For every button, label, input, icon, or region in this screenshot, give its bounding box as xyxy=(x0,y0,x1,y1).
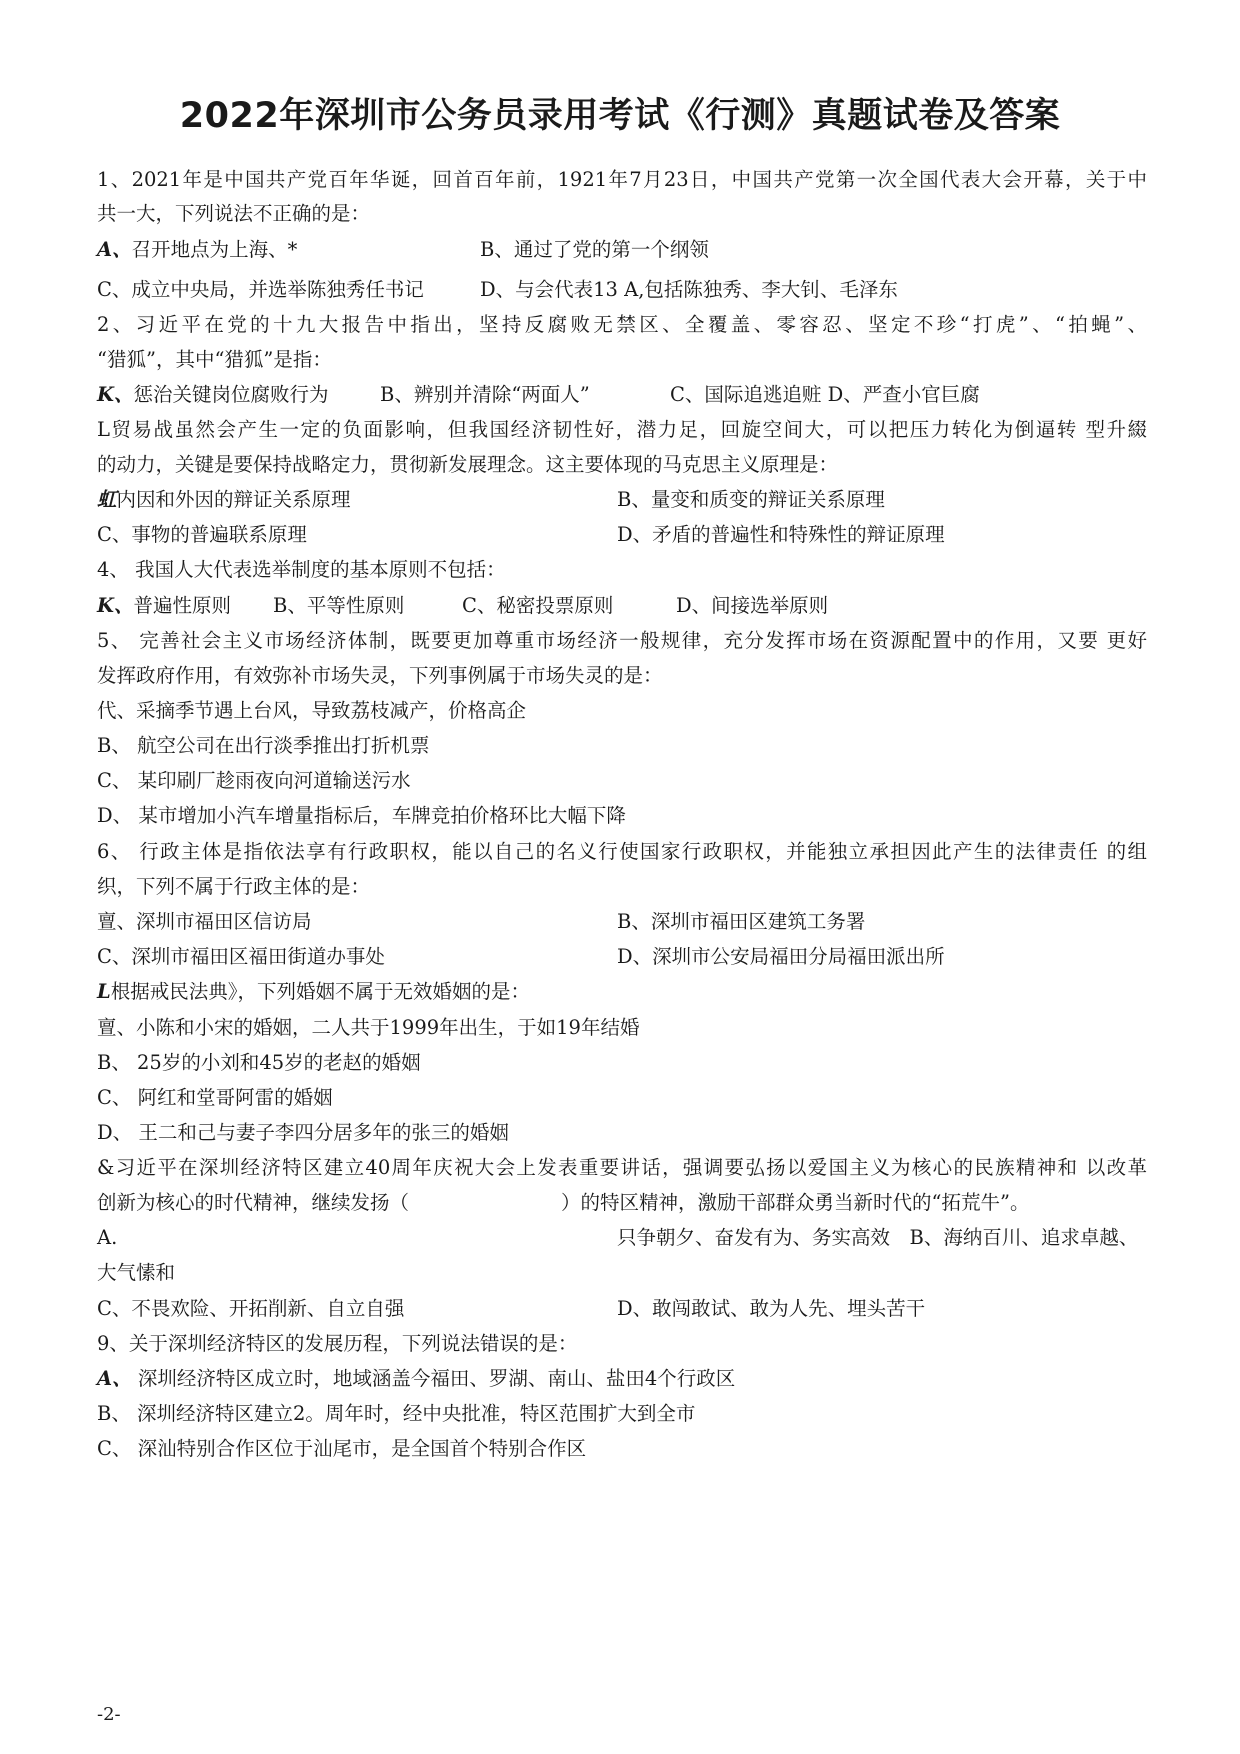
q3-option-a xyxy=(97,486,351,514)
q2-option-a-mark: K、 xyxy=(97,383,134,406)
q1-option-a-mark: A、 xyxy=(97,238,132,261)
q4-option-c: C、秘密投票原则 xyxy=(462,594,614,617)
q9-option-c: C、 深汕特别合作区位于汕尾市，是全国首个特别合作区 xyxy=(97,1437,587,1460)
q7-option-b: B、 25岁的小刘和45岁的老赵的婚姻 xyxy=(97,1051,421,1074)
q3-option-c: C、事物的普遍联系原理 xyxy=(97,523,307,546)
q6-stem-line-1: 6、 行政主体是指依法享有行政职权，能以自己的名义行使国家行政职权，并能独立承担因此产生的法律责任 的组 xyxy=(97,840,1147,863)
q8-stem-part-a: 创新为核心的时代精神，继续发扬（ xyxy=(97,1191,410,1214)
page-number: -2- xyxy=(97,1704,121,1725)
q8-stem-line-1: &习近平在深圳经济特区建立40周年庆祝大会上发表重要讲话，强调要弘扬以爱国主义为核心的民族精神和 以改革 xyxy=(97,1156,1147,1179)
q7-stem-mark: L xyxy=(97,980,111,1003)
q9-option-a-text: 深圳经济特区成立时，地域涵盖今福田、罗湖、南山、盐田4个行政区 xyxy=(131,1367,736,1390)
q9-option-a xyxy=(97,1365,735,1393)
q3-option-d: D、矛盾的普遍性和特殊性的辩证原理 xyxy=(617,523,945,546)
q7-option-d: D、 王二和己与妻子李四分居多年的张三的婚姻 xyxy=(97,1121,509,1144)
q8-stem-line-2 xyxy=(97,1189,1029,1217)
q1-option-b: B、通过了党的第一个纲领 xyxy=(480,238,709,261)
q1-stem-line-1: 1、2021年是中国共产党百年华诞，回首百年前，1921年7月23日，中国共产党第一次全国代表大会开幕，关于中 xyxy=(97,168,1147,191)
q5-stem-line-1: 5、 完善社会主义市场经济体制，既要更加尊重市场经济一般规律，充分发挥市场在资源配置中的作用，又要 更好 xyxy=(97,629,1147,652)
q4-option-b: B、平等性原则 xyxy=(273,594,405,617)
q2-option-cd: C、国际追逃追赃 D、严查小官巨腐 xyxy=(670,383,980,406)
q8-stem-part-b: ）的特区精神，激励干部群众勇当新时代的“拓荒牛”。 xyxy=(561,1191,1030,1214)
q1-stem-line-2: 共一大，下列说法不正确的是： xyxy=(97,202,371,225)
q5-option-d: D、 某市增加小汽车增量指标后，车牌竞拍价格环比大幅下降 xyxy=(97,804,626,827)
q5-stem-line-2: 发挥政府作用，有效弥补市场失灵，下列事例属于市场失灵的是： xyxy=(97,664,663,687)
q8-option-b-continued: 大气愫和 xyxy=(97,1261,176,1284)
q6-option-b: B、深圳市福田区建筑工务署 xyxy=(617,910,866,933)
q3-option-a-text: 内因和外因的辩证关系原理 xyxy=(116,488,351,511)
q2-option-a xyxy=(97,381,328,409)
q4-option-d: D、间接选举原则 xyxy=(676,594,829,617)
q2-stem-line-1: 2、习近平在党的十九大报告中指出，坚持反腐败无禁区、全覆盖、零容忍、坚定不珍“打虎”、“拍蝇”、 xyxy=(97,313,1147,336)
q2-option-b: B、辨别并清除“两面人” xyxy=(380,383,590,406)
q7-stem-text: 根据戒民法典》，下列婚姻不属于无效婚姻的是： xyxy=(110,980,530,1003)
q7-stem xyxy=(97,978,530,1006)
document-title: 2022年深圳市公务员录用考试《行测》真题试卷及答案 xyxy=(179,96,1061,136)
q6-stem-line-2: 织，下列不属于行政主体的是： xyxy=(97,875,371,898)
q9-option-b: B、 深圳经济特区建立2。周年时，经中央批准，特区范围扩大到全市 xyxy=(97,1402,696,1425)
q1-option-c: C、成立中央局，并选举陈独秀任书记 xyxy=(97,278,424,301)
q1-option-a xyxy=(97,236,297,264)
q5-option-c: C、 某印刷厂趁雨夜向河道输送污水 xyxy=(97,769,411,792)
q4-stem: 4、 我国人大代表选举制度的基本原则不包括： xyxy=(97,558,506,581)
q4-option-a xyxy=(97,592,231,620)
q9-stem: 9、关于深圳经济特区的发展历程，下列说法错误的是： xyxy=(97,1332,578,1355)
q3-option-a-mark: 虹 xyxy=(97,488,117,511)
q2-option-a-text: 惩治关键岗位腐败行为 xyxy=(133,383,329,406)
q5-option-a: 代、采摘季节遇上台风，导致荔枝减产，价格高企 xyxy=(97,699,527,722)
q3-stem-line-1: L贸易战虽然会产生一定的负面影响，但我国经济韧性好，潜力足，回旋空间大，可以把压力转化为倒逼转 型升綴 xyxy=(97,418,1147,441)
q1-option-d: D、与会代表13 A,包括陈独秀、李大钊、毛泽东 xyxy=(480,278,898,301)
q8-option-a-label: A. xyxy=(97,1226,118,1249)
q1-option-a-text: 召开地点为上海、* xyxy=(131,238,298,261)
q8-option-a-b: 只争朝夕、奋发有为、务实高效 B、海纳百川、追求卓越、 xyxy=(617,1226,1139,1249)
q6-option-a: 亶、深圳市福田区信访局 xyxy=(97,910,312,933)
q8-option-c: C、不畏欢险、开拓削新、自立自强 xyxy=(97,1297,405,1320)
q2-stem-line-2: “猎狐”，其中“猎狐”是指： xyxy=(97,348,332,371)
q6-option-d: D、深圳市公安局福田分局福田派出所 xyxy=(617,945,945,968)
q7-option-a: 亶、小陈和小宋的婚姻，二人共于1999年出生，于如19年结婚 xyxy=(97,1016,640,1039)
q9-option-a-mark: A、 xyxy=(97,1367,132,1390)
q3-option-b: B、量变和质变的辩证关系原理 xyxy=(617,488,885,511)
q4-option-a-text: 普遍性原则 xyxy=(133,594,231,617)
q3-stem-line-2: 的动力，关键是要保持战略定力，贯彻新发展理念。这主要体现的马克思主义原理是： xyxy=(97,453,839,476)
q8-option-d: D、敢闯敢试、敢为人先、埋头苦干 xyxy=(617,1297,926,1320)
q7-option-c: C、 阿红和堂哥阿雷的婚姻 xyxy=(97,1086,333,1109)
q6-option-c: C、深圳市福田区福田街道办事处 xyxy=(97,945,385,968)
q4-option-a-mark: K、 xyxy=(97,594,134,617)
q5-option-b: B、 航空公司在出行淡季推出打折机票 xyxy=(97,734,430,757)
